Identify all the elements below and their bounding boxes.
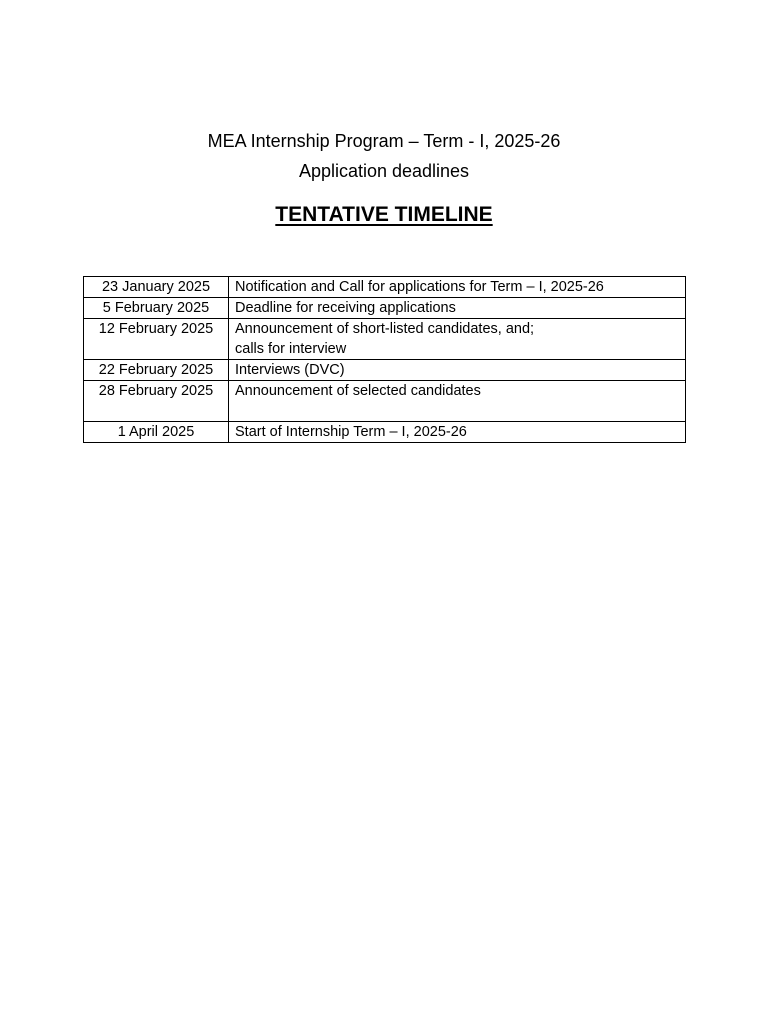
timeline-title-text: TENTATIVE TIMELINE (275, 203, 493, 226)
row-date: 23 January 2025 (84, 277, 229, 298)
row-event-line: Start of Internship Term – I, 2025-26 (235, 424, 467, 440)
row-date: 1 April 2025 (84, 422, 229, 443)
table-row (84, 298, 686, 319)
row-event-line-2: calls for interview (235, 341, 347, 357)
program-heading: MEA Internship Program – Term - I, 2025-26 (207, 131, 561, 151)
row-date: 22 February 2025 (84, 360, 229, 381)
row-event (229, 360, 686, 381)
row-date: 5 February 2025 (84, 298, 229, 319)
timeline-table (83, 276, 686, 443)
table-row (84, 319, 686, 360)
row-event (229, 422, 686, 443)
row-date: 12 February 2025 (84, 319, 229, 360)
table-row (84, 422, 686, 443)
table-row (84, 381, 686, 422)
row-date: 28 February 2025 (84, 381, 229, 422)
row-event (229, 298, 686, 319)
row-event (229, 277, 686, 298)
row-event-line: Deadline for receiving applications (235, 300, 456, 316)
row-event-line: Announcement of selected candidates (235, 383, 481, 399)
row-event-line: Notification and Call for applications for Term – I, 2025-26 (235, 279, 604, 295)
program-subheading: Application deadlines (298, 161, 470, 181)
timeline-title (0, 202, 768, 228)
row-event-line: Interviews (DVC) (235, 362, 345, 378)
table-row (84, 360, 686, 381)
row-event (229, 319, 686, 360)
row-event-line: Announcement of short-listed candidates, and; (235, 321, 535, 337)
table-row (84, 277, 686, 298)
row-event (229, 381, 686, 422)
